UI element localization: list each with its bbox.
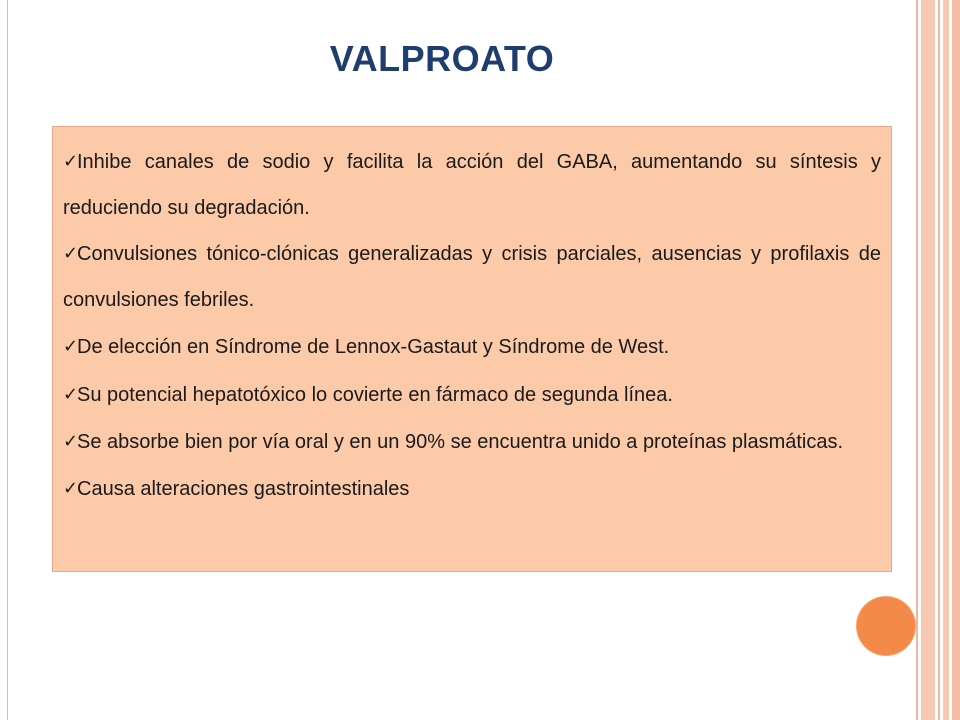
stripe — [943, 0, 949, 720]
bullet-text: Se absorbe bien por vía oral y en un 90% se encuentra unido a proteínas plasmáticas. — [77, 431, 844, 453]
check-mark-icon: ✓ — [63, 384, 79, 405]
decorative-orange-circle — [857, 597, 915, 655]
bullet-text: Su potencial hepatotóxico lo covierte en fármaco de segunda línea. — [77, 384, 673, 406]
check-mark-icon: ✓ — [63, 151, 79, 172]
bullet-text: Inhibe canales de sodio y facilita la acción del GABA, aumentando su síntesis y reduciendo su degradación. — [63, 151, 881, 219]
bullet-item — [63, 419, 881, 465]
bullet-text: Causa alteraciones gastrointestinales — [77, 478, 410, 500]
bullet-item — [63, 371, 881, 419]
stripe — [921, 0, 935, 720]
left-border-line — [7, 0, 8, 720]
check-mark-icon: ✓ — [63, 431, 79, 452]
content-box — [52, 126, 892, 572]
bullet-text: De elección en Síndrome de Lennox-Gastaut y Síndrome de West. — [77, 336, 670, 358]
stripe — [952, 0, 960, 720]
check-mark-icon: ✓ — [63, 478, 79, 499]
bullet-item — [63, 323, 881, 371]
bullet-item — [63, 231, 881, 323]
bullet-item — [63, 139, 881, 231]
decorative-right-stripes — [916, 0, 960, 720]
stripe — [938, 0, 940, 720]
check-mark-icon: ✓ — [63, 336, 79, 357]
slide-title: VALPROATO — [329, 38, 555, 79]
check-mark-icon: ✓ — [63, 243, 79, 264]
bullet-text: Convulsiones tónico-clónicas generalizadas y crisis parciales, ausencias y profilaxis de convulsiones febriles. — [63, 243, 881, 311]
bullet-item — [63, 465, 881, 513]
stripe — [916, 0, 918, 720]
